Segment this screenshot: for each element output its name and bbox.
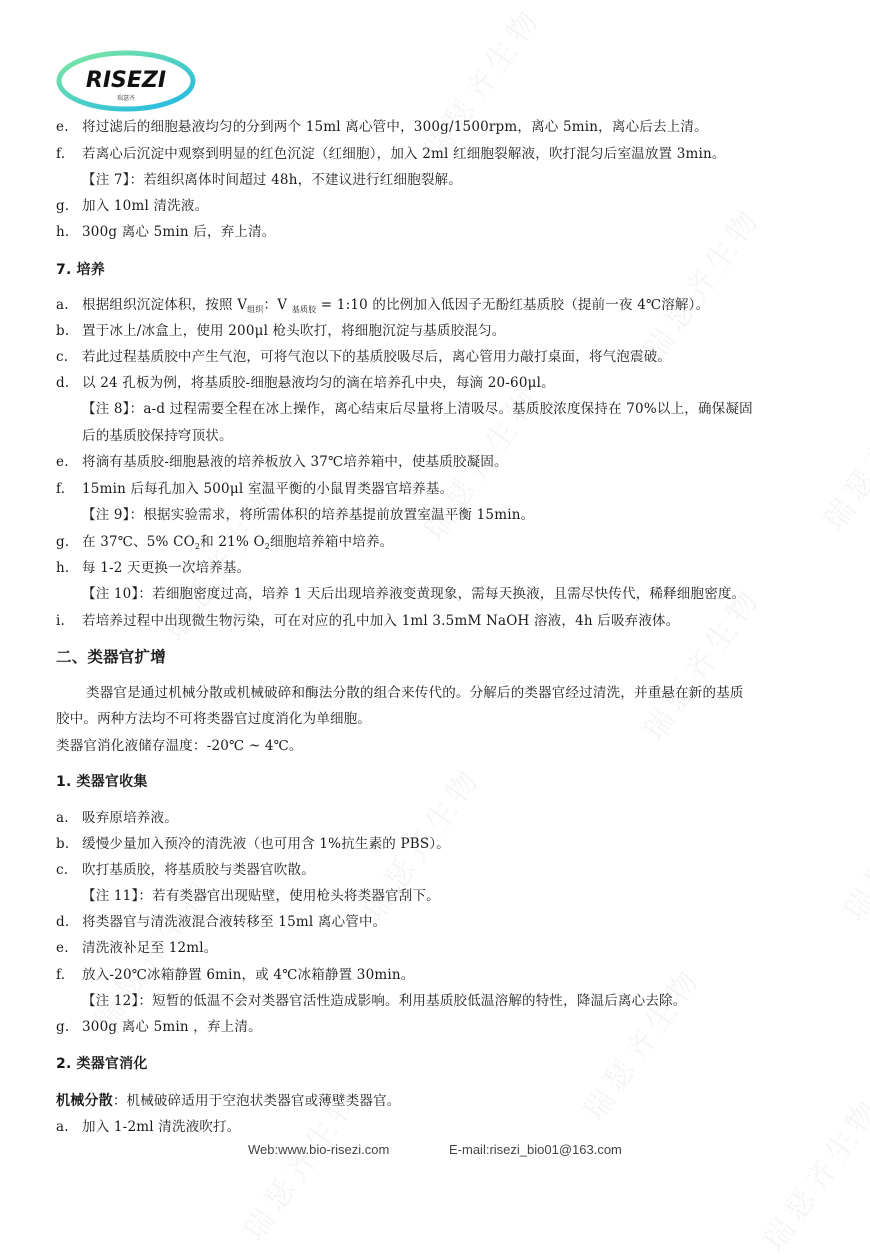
step-d: d. 以 24 孔板为例，将基质胶-细胞悬液均匀的滴在培养孔中央，每滴 20-60μl。 — [56, 375, 555, 391]
watermark — [810, 366, 870, 539]
note-7: 【注 7】：若组织离体时间超过 48h，不建议进行红细胞裂解。 — [82, 172, 462, 188]
footer-website[interactable]: Web:www.bio-risezi.com — [248, 1142, 390, 1157]
svg-text:瑞瑟齐: 瑞瑟齐 — [116, 95, 136, 102]
step-e: e. 将过滤后的细胞悬液均匀的分到两个 15ml 离心管中，300g/1500rpm，离心 5min，离心后去上清。 — [56, 119, 708, 135]
intro-paragraph-cont: 胶中。两种方法均不可将类器官过度消化为单细胞。 — [56, 711, 372, 727]
watermark — [830, 756, 870, 929]
note-9: 【注 9】：根据实验需求，将所需体积的培养基提前放置室温平衡 15min。 — [82, 507, 535, 523]
watermark — [410, 0, 549, 168]
step-b: b. 缓慢少量加入预冷的清洗液（也可用含 1%抗生素的 PBS）。 — [56, 836, 451, 852]
step-f: f. 15min 后每孔加入 500μl 室温平衡的小鼠胃类器官培养基。 — [56, 481, 454, 497]
step-i: i. 若培养过程中出现微生物污染，可在对应的孔中加入 1ml 3.5mM NaOH 溶液，4h 后吸弃液体。 — [56, 613, 680, 629]
intro-paragraph: 类器官是通过机械分散或机械破碎和酶法分散的组合来传代的。分解后的类器官经过清洗，并重悬在新的基质 — [86, 685, 744, 701]
step-g: g. 在 37℃、5% $CO_2$和 21% $O_2$细胞培养箱中培养。 — [56, 534, 394, 551]
step-g: g. 300g 离心 5min ，弃上清。 — [56, 1019, 262, 1035]
section-2-digestion-heading: 2. 类器官消化 — [56, 1056, 148, 1072]
note-12: 【注 12】：短暂的低温不会对类器官活性造成影响。利用基质胶低温溶解的特性，降温后离心去除。 — [82, 993, 687, 1009]
watermark — [750, 1086, 870, 1258]
step-c: c. 若此过程基质胶中产生气泡，可将气泡以下的基质胶吸尽后，离心管用力敲打桌面，将气泡震破。 — [56, 349, 672, 365]
note-8: 【注 8】：a-d 过程需要全程在冰上操作，离心结束后尽量将上清吸尽。基质胶浓度保持在 70%以上，确保凝固 — [82, 401, 753, 417]
step-d: d. 将类器官与清洗液混合液转移至 15ml 离心管中。 — [56, 914, 387, 930]
mechanical-dispersion: 机械分散：机械破碎适用于空泡状类器官或薄壁类器官。 — [56, 1093, 401, 1109]
step-f: f. 放入-20℃冰箱静置 6min，或 4℃冰箱静置 30min。 — [56, 967, 415, 983]
step-h: h. 300g 离心 5min 后，弃上清。 — [56, 224, 276, 240]
step-e: e. 将滴有基质胶-细胞悬液的培养板放入 37℃培养箱中，使基质胶凝固。 — [56, 454, 508, 470]
section-2-heading: 二、类器官扩增 — [56, 648, 166, 666]
step-e: e. 清洗液补足至 12ml。 — [56, 940, 218, 956]
footer-email[interactable]: E-mail:risezi_bio01@163.com — [449, 1142, 622, 1157]
step-b: b. 置于冰上/冰盒上，使用 200μl 枪头吹打，将细胞沉淀与基质胶混匀。 — [56, 323, 506, 339]
risezi-logo — [56, 50, 196, 112]
svg-text:RISEZI: RISEZI — [85, 68, 167, 93]
section-7-heading: 7. 培养 — [56, 262, 105, 278]
step-a: a. 根据组织沉淀体积，按照 $V_{组织}$：V $_{基质胶}$ = 1:10 的比例加入低因子无酚红基质胶（提前一夜 4℃溶解）。 — [56, 297, 710, 314]
note-8-cont: 后的基质胶保持穹顶状。 — [82, 428, 233, 444]
step-g: g. 加入 10ml 清洗液。 — [56, 198, 209, 214]
step-f: f. 若离心后沉淀中观察到明显的红色沉淀（红细胞），加入 2ml 红细胞裂解液，吹打混匀后室温放置 3min。 — [56, 146, 726, 162]
note-11: 【注 11】：若有类器官出现贴壁，使用枪头将类器官刮下。 — [82, 888, 440, 904]
step-c: c. 吹打基质胶，将基质胶与类器官吹散。 — [56, 862, 315, 878]
step-a: a. 加入 1-2ml 清洗液吹打。 — [56, 1119, 241, 1135]
storage-temperature: 类器官消化液储存温度：-20℃ ~ 4℃。 — [56, 738, 303, 754]
step-a: a. 吸弃原培养液。 — [56, 810, 178, 826]
step-h: h. 每 1-2 天更换一次培养基。 — [56, 560, 251, 576]
note-10: 【注 10】：若细胞密度过高，培养 1 天后出现培养液变黄现象，需每天换液，且需尽快传代，稀释细胞密度。 — [82, 586, 746, 602]
watermark — [630, 196, 769, 369]
watermark — [570, 956, 709, 1129]
section-1-heading: 1. 类器官收集 — [56, 774, 148, 790]
